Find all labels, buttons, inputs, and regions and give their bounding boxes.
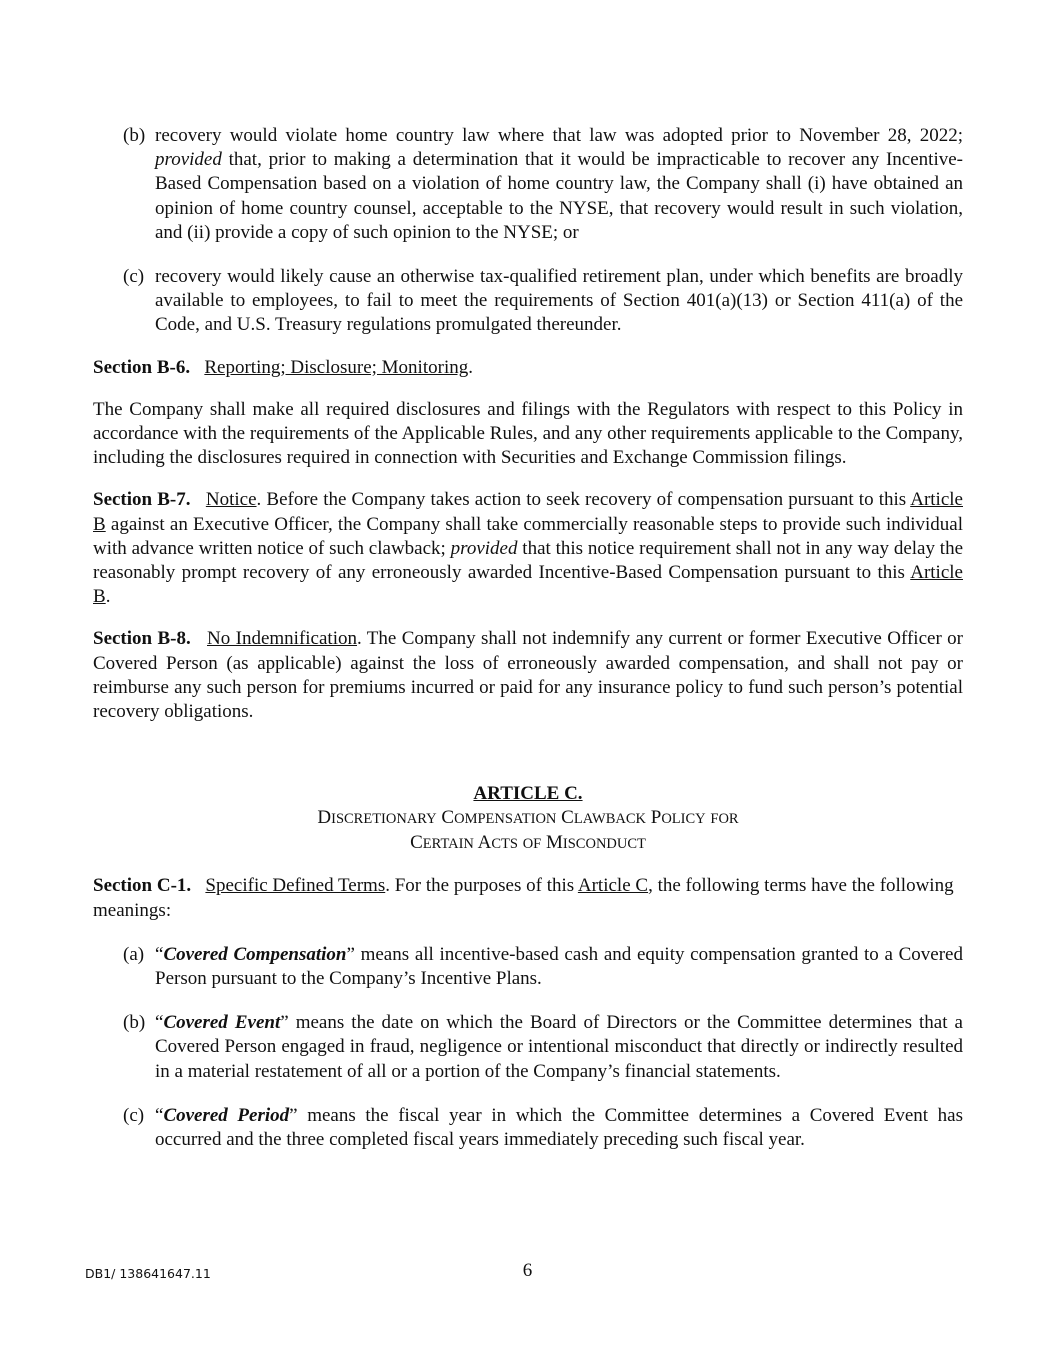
definition-item: (b) “Covered Event” means the date on which the Board of Directors or the Committee determines that a Covered Person engaged in fraud, negligence or intentional misconduct that directly or indirectly resulted in a material restatement of all or a portion of the Company’s financial statements. [123, 1012, 963, 1082]
article-c-reference: Article C [577, 875, 649, 897]
section-b8: Section B-8. No Indemnification. The Company shall not indemnify any current or former Executive Officer or Covered Person (as applicable) against the loss of erroneously awarded compensation, and shall not pay or reimburse any such person for premiums incurred or paid for any insurance policy to fund such person’s potential recovery obligations. [93, 628, 964, 723]
article-c-title: ARTICLE C. [473, 783, 583, 805]
document-page [93, 124, 963, 1152]
article-c-subtitle-line-1: DISCRETIONARY COMPENSATION CLAWBACK POLICY FOR [317, 807, 739, 829]
section-b7: Section B-7. Notice. Before the Company takes action to seek recovery of compensation pursuant to this Article B against an Executive Officer, the Company shall take commercially reasonable steps to provide such individual with advance written notice of such clawback; provided that this notice requirement shall not in any way delay the reasonably prompt recovery of any erroneously awarded Incentive-Based Compensation pursuant to this Article B. [93, 489, 964, 608]
list-item-b: (b) recovery would violate home country law where that law was adopted prior to November 28, 2022; provided that, prior to making a determination that it would be impracticable to recover any Incentive-Based Compensation based on a violation of home country law, the Company shall (i) have obtained an opinion of home country counsel, acceptable to the NYSE, that recovery would result in such violation, and (ii) provide a copy of such opinion to the NYSE; or [123, 125, 963, 243]
article-b-reference: Article B [93, 562, 963, 608]
list-marker: (a) [123, 943, 145, 965]
defined-term: Covered Compensation [163, 943, 347, 965]
section-c1: Section C-1. Specific Defined Terms. For the purposes of this Article C, the following terms have the following meanings: [93, 875, 954, 921]
definition-item: (a) “Covered Compensation” means all incentive-based cash and equity compensation granted to a Covered Person pursuant to the Company’s Incentive Plans. [123, 943, 963, 990]
defined-term: Covered Event [163, 1012, 281, 1034]
list-item-c: (c) recovery would likely cause an otherwise tax-qualified retirement plan, under which benefits are broadly available to employees, to fail to meet the requirements of Section 401(a)(13) or Section 411(a) of the Code, and U.S. Treasury regulations promulgated thereunder. [123, 266, 963, 336]
page-number: 6 [522, 1260, 533, 1281]
article-c-subtitle-line-2: CERTAIN ACTS OF MISCONDUCT [410, 832, 646, 854]
list-marker: (c) [123, 266, 145, 288]
definition-item: (c) “Covered Period” means the fiscal year in which the Committee determines a Covered Event has occurred and the three completed fiscal years immediately preceding such fiscal year. [123, 1104, 964, 1151]
section-b6-heading: Section B-6. Reporting; Disclosure; Monitoring. [93, 356, 473, 378]
list-marker: (b) [123, 125, 146, 146]
document-id: DB1/ 138641647.11 [85, 1266, 211, 1281]
list-marker: (b) [123, 1012, 146, 1034]
list-marker: (c) [123, 1104, 145, 1126]
article-b-reference: Article B [93, 489, 963, 535]
defined-term: Covered Period [163, 1104, 290, 1126]
section-b6-body: The Company shall make all required disclosures and filings with the Regulators with respect to this Policy in accordance with the requirements of the Applicable Rules, and any other requirements applicable to the Company, including the disclosures required in connection with Securities and Exchange Commission filings. [93, 398, 963, 469]
